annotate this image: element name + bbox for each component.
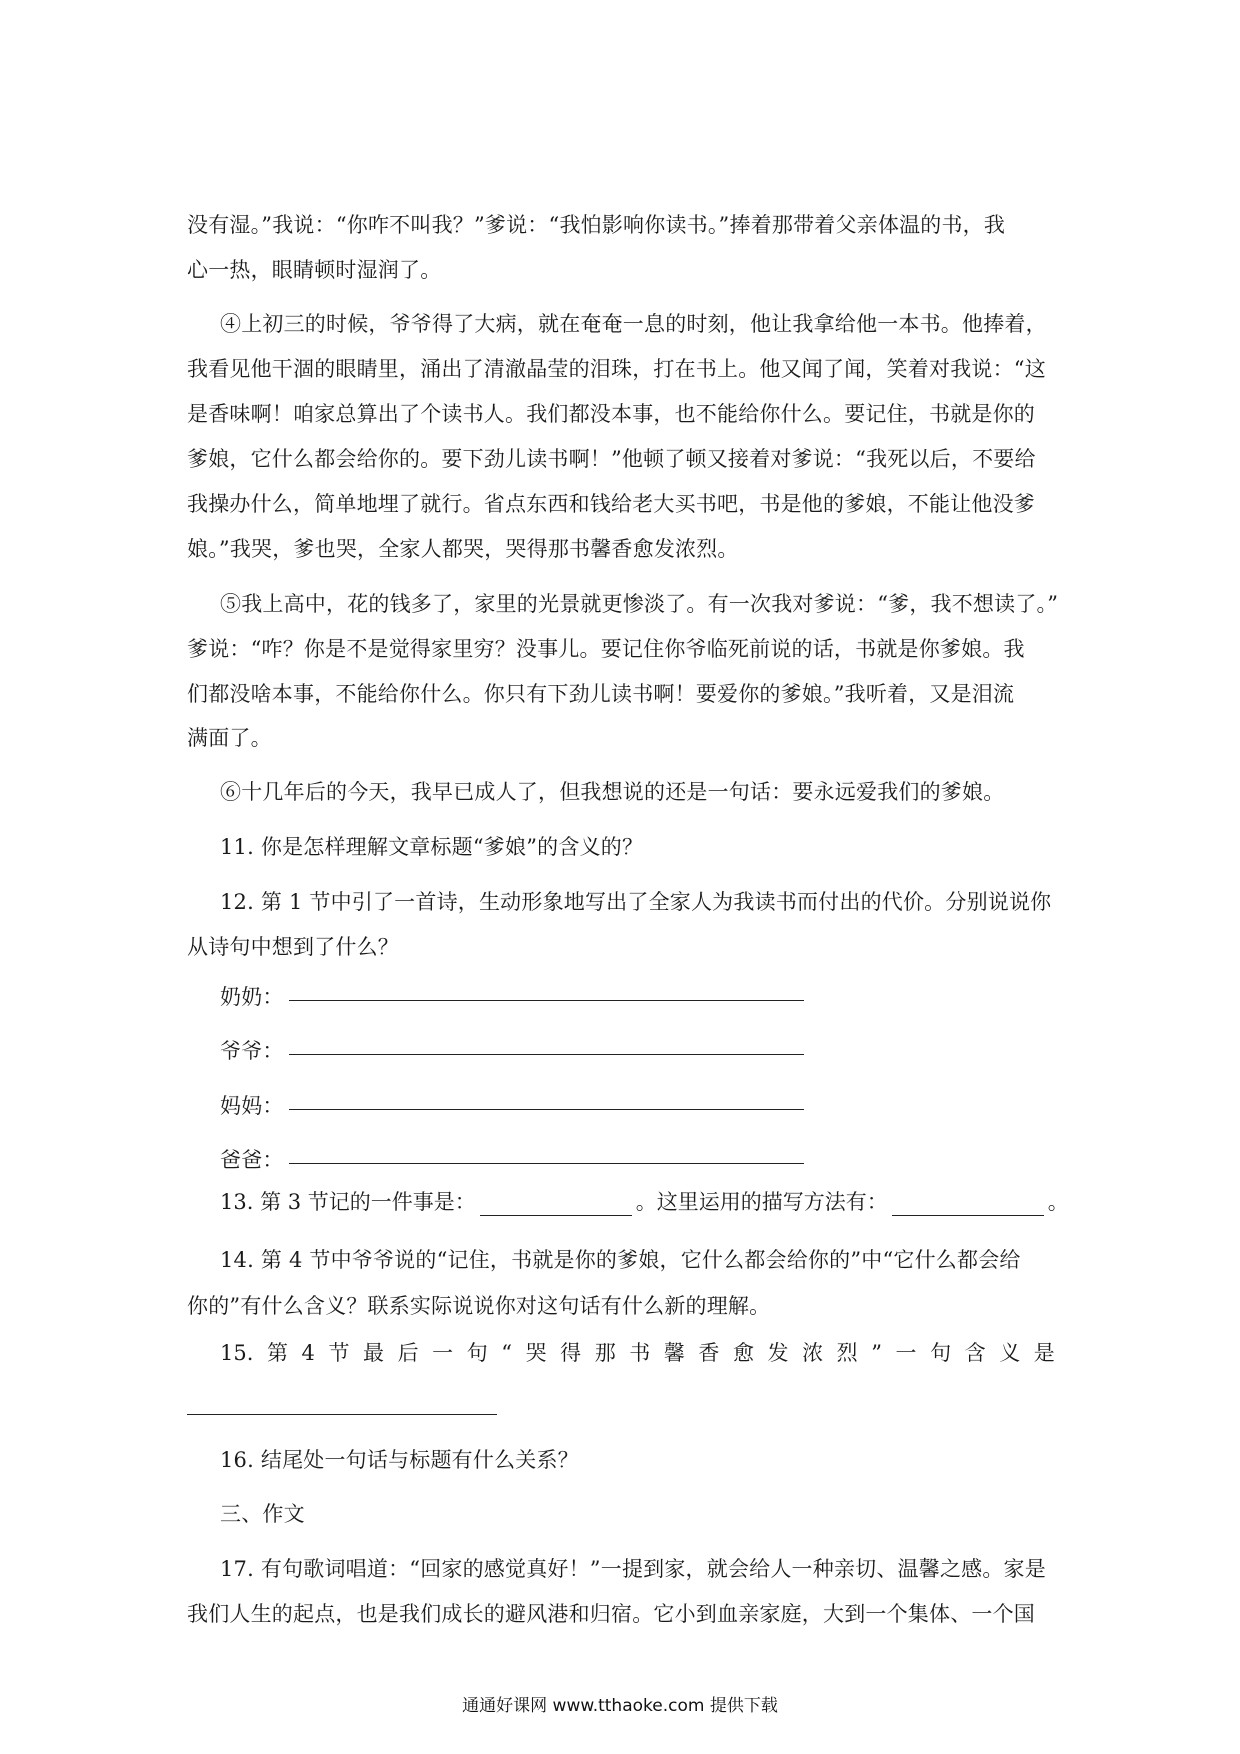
answer-blank-dad[interactable] bbox=[289, 1163, 804, 1164]
question-15-token: 那 bbox=[594, 1341, 616, 1365]
question-15-token: 烈 bbox=[836, 1341, 858, 1365]
answer-blank-grandpa[interactable] bbox=[289, 1054, 804, 1055]
paragraph-4-line-1: ④上初三的时候，爷爷得了大病，就在奄奄一息的时刻，他让我拿给他一本书。他捧着， bbox=[220, 312, 1047, 336]
question-15-token: ” bbox=[871, 1341, 882, 1365]
question-12-line-1: 12. 第 1 节中引了一首诗，生动形象地写出了全家人为我读书而付出的代价。分别说说你 bbox=[220, 890, 1052, 914]
paragraph-6-line-1: ⑥十几年后的今天，我早已成人了，但我想说的还是一句话：要永远爱我们的爹娘。 bbox=[220, 780, 1005, 804]
answer-label-mom: 妈妈： bbox=[220, 1094, 284, 1118]
question-15-token: 句 bbox=[930, 1341, 952, 1365]
paragraph-4-line-2: 我看见他干涸的眼睛里，涌出了清澈晶莹的泪珠，打在书上。他又闻了闻，笑着对我说：“这 bbox=[187, 357, 1046, 381]
question-15-token: 句 bbox=[466, 1341, 488, 1365]
paragraph-5-line-3: 们都没啥本事，不能给你什么。你只有下劲儿读书啊！要爱你的爹娘。”我听着，又是泪流 bbox=[187, 682, 1015, 706]
question-15-token: 香 bbox=[698, 1341, 720, 1365]
question-15-token: 义 bbox=[999, 1341, 1021, 1365]
question-17-line-2: 我们人生的起点，也是我们成长的避风港和归宿。它小到血亲家庭，大到一个集体、一个国 bbox=[187, 1602, 1035, 1626]
question-15 bbox=[220, 1339, 1055, 1367]
question-15-token: 得 bbox=[560, 1341, 582, 1365]
question-15-token: 馨 bbox=[663, 1341, 685, 1365]
question-15-token: 发 bbox=[767, 1341, 789, 1365]
question-15-token: “ bbox=[501, 1341, 513, 1365]
answer-label-grandpa: 爷爷： bbox=[220, 1039, 284, 1063]
question-15-token: 一 bbox=[432, 1341, 454, 1365]
question-14-line-1: 14. 第 4 节中爷爷说的“记住，书就是你的爹娘，它什么都会给你的”中“它什么都会给 bbox=[220, 1248, 1021, 1272]
question-15-token: 后 bbox=[397, 1341, 419, 1365]
question-13-part-2: 。这里运用的描写方法有： bbox=[635, 1190, 888, 1214]
question-13-part-1: 13. 第 3 节记的一件事是： bbox=[220, 1190, 476, 1214]
paragraph-3-line-1: 没有湿。”我说：“你咋不叫我？”爹说：“我怕影响你读书。”捧着那带着父亲体温的书，我 bbox=[187, 213, 1006, 237]
question-16: 16. 结尾处一句话与标题有什么关系？ bbox=[220, 1448, 579, 1472]
answer-blank-q13-event[interactable] bbox=[480, 1195, 632, 1216]
question-15-token: 含 bbox=[964, 1341, 986, 1365]
question-15-token: 是 bbox=[1033, 1341, 1055, 1365]
question-15-token: 最 bbox=[363, 1341, 385, 1365]
question-15-token: 节 bbox=[328, 1341, 350, 1365]
answer-blank-q15[interactable] bbox=[187, 1414, 497, 1415]
question-14-line-2: 你的”有什么含义？联系实际说说你对这句话有什么新的理解。 bbox=[187, 1294, 771, 1318]
paragraph-4-line-6: 娘。”我哭，爹也哭，全家人都哭，哭得那书馨香愈发浓烈。 bbox=[187, 537, 739, 561]
paragraph-5-line-4: 满面了。 bbox=[187, 726, 272, 750]
question-13 bbox=[220, 1188, 1069, 1216]
paragraph-4-line-3: 是香味啊！咱家总算出了个读书人。我们都没本事，也不能给你什么。要记住，书就是你的 bbox=[187, 402, 1035, 426]
answer-blank-mom[interactable] bbox=[289, 1109, 804, 1110]
question-15-token: 哭 bbox=[525, 1341, 547, 1365]
paragraph-4-line-5: 我操办什么，简单地埋了就行。省点东西和钱给老大买书吧，书是他的爹娘，不能让他没爹 bbox=[187, 492, 1035, 516]
answer-label-grandma: 奶奶： bbox=[220, 985, 284, 1009]
question-13-part-3: 。 bbox=[1047, 1190, 1069, 1214]
question-15-token: 一 bbox=[895, 1341, 917, 1365]
question-15-token: 浓 bbox=[802, 1341, 824, 1365]
question-15-token: 4 bbox=[301, 1341, 315, 1365]
footer-credit: 通通好课网 www.tthaoke.com 提供下载 bbox=[462, 1696, 778, 1716]
question-15-token: 第 bbox=[266, 1341, 288, 1365]
question-15-token: 书 bbox=[629, 1341, 651, 1365]
paragraph-5-line-1: ⑤我上高中，花的钱多了，家里的光景就更惨淡了。有一次我对爹说：“爹，我不想读了。” bbox=[220, 592, 1059, 616]
question-12-line-2: 从诗句中想到了什么？ bbox=[187, 935, 399, 959]
question-17-line-1: 17. 有句歌词唱道：“回家的感觉真好！”一提到家，就会给人一种亲切、温馨之感。家是 bbox=[220, 1557, 1046, 1581]
answer-label-dad: 爸爸： bbox=[220, 1148, 284, 1172]
paragraph-3-line-2: 心一热，眼睛顿时湿润了。 bbox=[187, 258, 442, 282]
paragraph-4-line-4: 爹娘，它什么都会给你的。要下劲儿读书啊！”他顿了顿又接着对爹说：“我死以后，不要给 bbox=[187, 447, 1036, 471]
answer-blank-q13-method[interactable] bbox=[892, 1195, 1044, 1216]
section-heading-composition: 三、作文 bbox=[220, 1502, 305, 1526]
question-15-token: 愈 bbox=[732, 1341, 754, 1365]
answer-blank-grandma[interactable] bbox=[289, 1000, 804, 1001]
question-15-token: 15. bbox=[220, 1341, 254, 1365]
question-11: 11. 你是怎样理解文章标题“爹娘”的含义的？ bbox=[220, 835, 644, 859]
paragraph-5-line-2: 爹说：“咋？你是不是觉得家里穷？没事儿。要记住你爷临死前说的话，书就是你爹娘。我 bbox=[187, 637, 1025, 661]
